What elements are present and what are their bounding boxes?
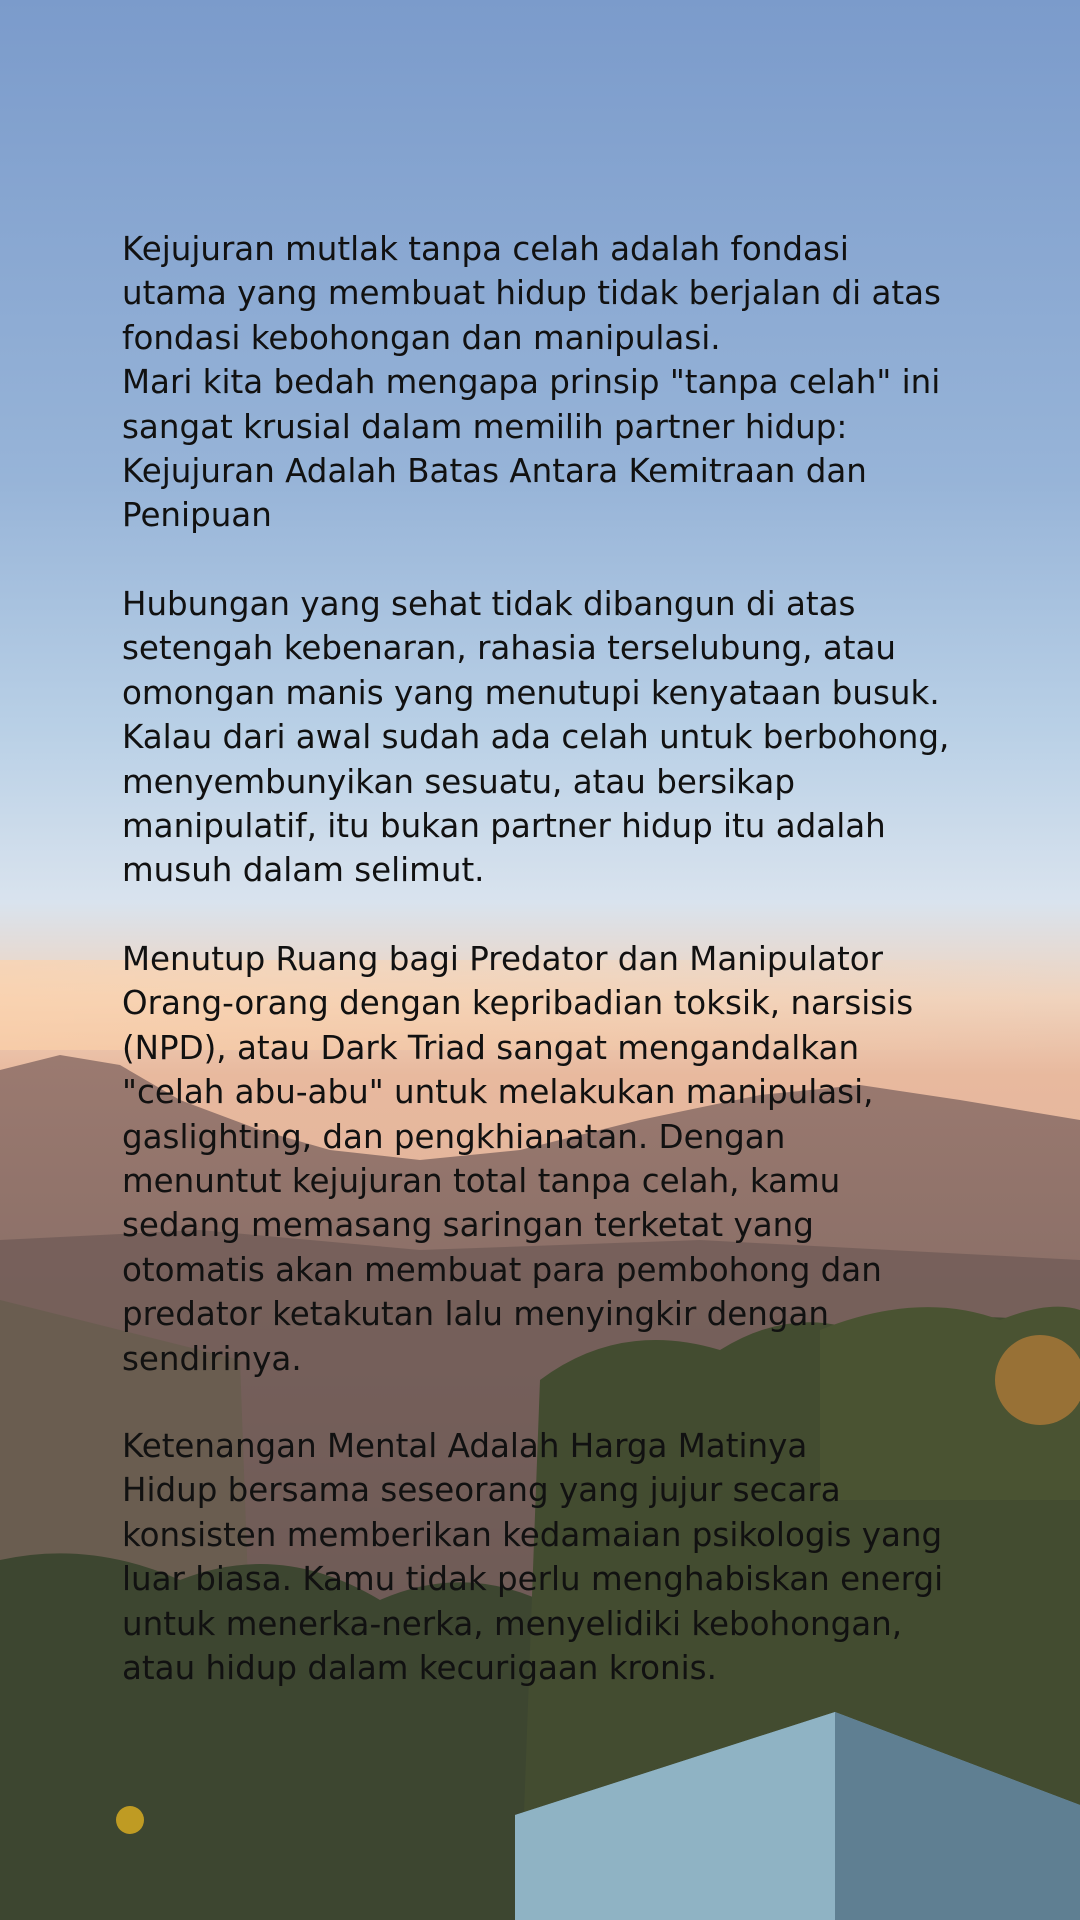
caption-block-1 [94,227,969,538]
caption-line: utama yang membuat hidup tidak berjalan di atas [122,274,941,313]
caption-line: Hubungan yang sehat tidak dibangun di atas [122,585,856,623]
caption-line: Kejujuran Adalah Batas Antara Kemitraan dan [122,452,867,491]
caption-block-2 [94,582,977,893]
caption-line: (NPD), atau Dark Triad sangat mengandalkan [122,1028,860,1067]
caption-line: luar biasa. Kamu tidak perlu menghabiskan energi [122,1560,944,1599]
caption-block-3 [94,937,941,1381]
caption-line: menyembunyikan sesuatu, atau bersikap [122,762,795,801]
caption-line: predator ketakutan lalu menyingkir dengan [122,1295,830,1334]
caption-line: Kejujuran mutlak tanpa celah adalah fondasi [122,230,849,268]
caption-line: Ketenangan Mental Adalah Harga Matinya [122,1427,808,1465]
caption-line: menuntut kejujuran total tanpa celah, kamu [122,1162,841,1201]
caption-line: konsisten memberikan kedamaian psikologis yang [122,1515,943,1554]
caption-line: gaslighting, dan pengkhianatan. Dengan [122,1117,786,1156]
caption-line: musuh dalam selimut. [122,851,485,890]
caption-line: Penipuan [122,496,272,535]
caption-line: Hidup bersama seseorang yang jujur secara [122,1471,841,1510]
caption-line: sendirinya. [122,1339,302,1378]
caption-line: Kalau dari awal sudah ada celah untuk berbohong, [122,718,950,757]
caption-line: fondasi kebohongan dan manipulasi. [122,318,721,357]
caption-line: Menutup Ruang bagi Predator dan Manipulator [122,940,884,978]
caption-block-4 [94,1424,971,1690]
caption-line: sangat krusial dalam memilih partner hidup: [122,407,848,446]
caption-line: setengah kebenaran, rahasia terselubung, atau [122,629,897,668]
caption-line: Orang-orang dengan kepribadian toksik, narsisis [122,984,914,1023]
caption-line: manipulatif, itu bukan partner hidup itu adalah [122,807,886,846]
caption-line: atau hidup dalam kecurigaan kronis. [122,1649,717,1688]
caption-line: sedang memasang saringan terketat yang [122,1206,814,1245]
caption-line: Mari kita bedah mengapa prinsip "tanpa celah" ini [122,363,941,402]
caption-line: otomatis akan membuat para pembohong dan [122,1250,882,1289]
caption-line: "celah abu-abu" untuk melakukan manipulasi, [122,1073,874,1112]
caption-line: omongan manis yang menutupi kenyataan busuk. [122,673,940,712]
caption-line: untuk menerka-nerka, menyelidiki kebohongan, [122,1604,903,1643]
